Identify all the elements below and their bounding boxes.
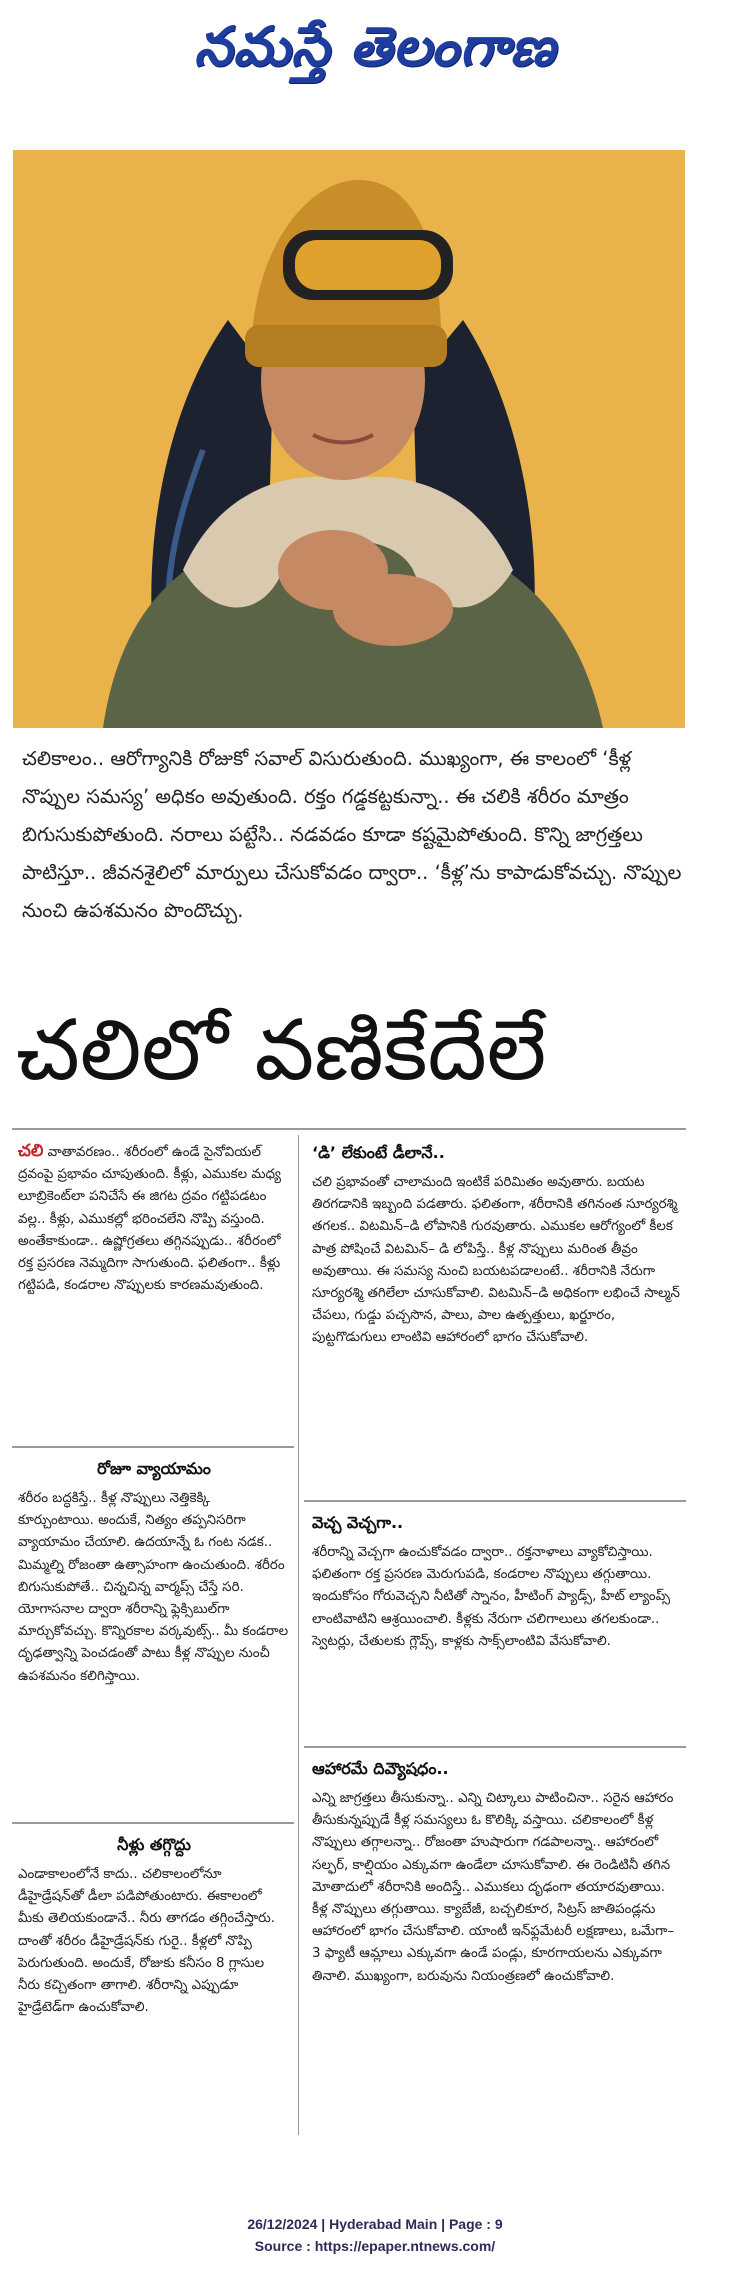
section-rule (12, 1446, 294, 1448)
left-section-exercise (18, 1456, 290, 1688)
section-body: చలి ప్రభావంతో చాలామంది ఇంటికే పరిమితం అవుతారు. బయట తిరగడానికి ఇబ్బంది పడతారు. ఫలితంగా, శరీరానికి తగినంత సూర్యరశ్మి తగలక.. విటమిన్–డి లోపానికి గురవుతారు. ఎముకల ఆరోగ్యంలో కీలక పాత్ర పోషించే విటమిన్– డి లోపిస్తే.. కీళ్ల నొప్పులు మరింత తీవ్రం అవుతాయి. ఈ సమస్య నుంచి బయటపడాలంటే.. శరీరానికి నేరుగా సూర్యరశ్మి తగిలేలా చూసుకోవాలి. విటమిన్–డి అధికంగా లభించే సాల్మన్ చేపలు, గుడ్డు పచ్చసొన, పాలు, పాల ఉత్పత్తులు, ఖర్జూరం, పుట్టగొడుగులు లాంటివి ఆహారంలో భాగం చేసుకోవాలి. (312, 1175, 680, 1346)
section-body: శరీరం బద్ధకిస్తే.. కీళ్ల నొప్పులు నెత్తికెక్కి కూర్చుంటాయి. అందుకే, నిత్యం తప్పనిసరిగా వ్యాయామం చేయాలి. ఉదయాన్నే ఓ గంట నడక.. మిమ్మల్ని రోజంతా ఉత్సాహంగా ఉంచుతుంది. శరీరం బిగుసుకుపోతే.. చిన్నచిన్న వార్మప్స్ చేస్తే సరి. యోగాసనాల ద్వారా శరీరాన్ని ఫ్లెక్సిబుల్‌గా మార్చుకోవచ్చు. కొన్నిరకాల వర్కవుట్స్.. మీ కండరాల దృఢత్వాన్ని పెంచడంతో పాటు కీళ్ల నొప్పుల నుంచీ ఉపశమనం కలిగిస్తాయి. (18, 1491, 289, 1684)
footer-source: Source : https://epaper.ntnews.com/ (254, 2238, 496, 2254)
section-heading: వెచ్చ వెచ్చగా.. (312, 1513, 404, 1532)
section-body: ఎండాకాలంలోనే కాదు.. చలికాలంలోనూ డీహైడ్రేషన్‌తో డీలా పడిపోతుంటారు. ఈకాలంలో మీకు తెలియకుండానే.. నీరు తాగడం తగ్గించేస్తారు. దాంతో శరీరం డీహైడ్రేషన్‌కు గురై.. కీళ్లలో నొప్పి పెరుగుతుంది. అందుకే, రోజుకు కనీసం 8 గ్లాసుల నీరు కచ్చితంగా తాగాలి. శరీరాన్ని ఎప్పుడూ హైడ్రేటెడ్‌గా ఉంచుకోవాలి. (18, 1867, 275, 2016)
newspaper-masthead: నమస్తే తెలంగాణ (194, 14, 556, 78)
article-lede (22, 740, 682, 930)
section-rule (304, 1746, 686, 1748)
footer-dateline: 26/12/2024 | Hyderabad Main | Page : 9 (247, 2216, 503, 2232)
article-photo (13, 150, 685, 728)
right-section-vitamin-d (312, 1140, 682, 1350)
intro-dropcap: చలి (18, 1141, 44, 1161)
left-section-water (18, 1832, 290, 2019)
lede-paragraph: చలికాలం.. ఆరోగ్యానికి రోజుకో సవాల్ విసురుతుంది. ముఖ్యంగా, ఈ కాలంలో ‘కీళ్ల నొప్పుల సమస్య’ అధికం అవుతుంది. రక్తం గడ్డకట్టకున్నా.. ఈ చలికి శరీరం మాత్రం బిగుసుకుపోతుంది. నరాలు పట్టేసి.. నడవడం కూడా కష్టమైపోతుంది. కొన్ని జాగ్రత్తలు పాటిస్తూ.. జీవనశైలిలో మార్పులు చేసుకోవడం ద్వారా.. ‘కీళ్ల’ను కాపాడుకోవచ్చు. నొప్పుల నుంచి ఉపశమనం పొందొచ్చు. (22, 747, 682, 922)
section-heading: ఆహారమే దివ్యౌషధం.. (312, 1759, 449, 1778)
section-body: ఎన్ని జాగ్రత్తలు తీసుకున్నా.. ఎన్ని చిట్కాలు పాటించినా.. సరైన ఆహారం తీసుకున్నప్పుడే కీళ్ల సమస్యలు ఓ కొలిక్కి వస్తాయి. చలికాలంలో కీళ్ల నొప్పులు తగ్గాలన్నా.. రోజంతా హుషారుగా గడపాలన్నా.. ఆహారంలో సల్ఫర్, కాల్షియం ఎక్కువగా ఉండేలా చూసుకోవాలి. ఈ రెండిటినీ తగిన మోతాదులో శరీరానికి అందిస్తే.. ఎముకలు దృఢంగా తయారవుతాయి. కీళ్ల నొప్పులు తగ్గుతాయి. క్యాబేజీ, బచ్చలికూర, సిట్రస్ జాతిపండ్లను ఆహారంలో భాగం చేసుకోవాలి. యాంటీ ఇన్‌ఫ్లమేటరీ లక్షణాలు, ఒమేగా–3 ఫ్యాటీ ఆమ్లాలు ఎక్కువగా ఉండే పండ్లు, కూరగాయలను ఎక్కువగా తినాలి. ముఖ్యంగా, బరువును నియంత్రణలో ఉంచుకోవాలి. (312, 1791, 675, 1984)
section-heading: ‘డి’ లేకుంటే డీలానే.. (312, 1143, 445, 1162)
headline-rule (12, 1128, 686, 1130)
section-body: శరీరాన్ని వెచ్చగా ఉంచుకోవడం ద్వారా.. రక్తనాళాలు వ్యాకోచిస్తాయి. ఫలితంగా రక్త ప్రసరణ మెరుగుపడి, కండరాల నొప్పులు తగ్గుతాయి. ఇందుకోసం గోరువెచ్చని నీటితో స్నానం, హీటింగ్ ప్యాడ్స్, హీట్ ల్యాంప్స్ లాంటివాటిని ఆశ్రయించాలి. కీళ్లకు నేరుగా చలిగాలులు తగలకుండా.. స్వెటర్లు, చేతులకు గ్లౌవ్స్, కాళ్లకు సాక్స్‌లాంటివి వేసుకోవాలి. (312, 1545, 671, 1649)
section-rule (12, 1822, 294, 1824)
section-rule (304, 1500, 686, 1502)
right-section-diet (312, 1756, 682, 1988)
section-heading: నీళ్లు తగ్గొద్దు (117, 1835, 191, 1854)
section-heading: రోజూ వ్యాయామం (97, 1459, 211, 1478)
article-headline: చలిలో వణికేదేలే (16, 1001, 547, 1099)
intro-text: వాతావరణం.. శరీరంలో ఉండే సైనోవియల్ ద్రవంపై ప్రభావం చూపుతుంది. కీళ్లు, ఎముకల మధ్య లూబ్రికెంట్‌లా పనిచేసే ఈ జిగట ద్రవం గట్టిపడటం వల్ల.. కీళ్లు, ఎముకల్లో భరించలేని నొప్పి వస్తుంది. అంతేకాకుండా.. ఉష్ణోగ్రతలు తగ్గినప్పుడు.. శరీరంలో రక్త ప్రసరణ నెమ్మదిగా సాగుతుంది. ఫలితంగా.. కీళ్లు గట్టిపడి, కండరాల నొప్పులకు కారణమవుతుంది. (18, 1145, 282, 1294)
intro-paragraph (18, 1140, 290, 1297)
right-section-warmth (312, 1510, 682, 1653)
left-column-intro (18, 1140, 290, 1297)
column-divider (298, 1135, 299, 2135)
woman-in-winter-coat-illustration (13, 150, 685, 728)
